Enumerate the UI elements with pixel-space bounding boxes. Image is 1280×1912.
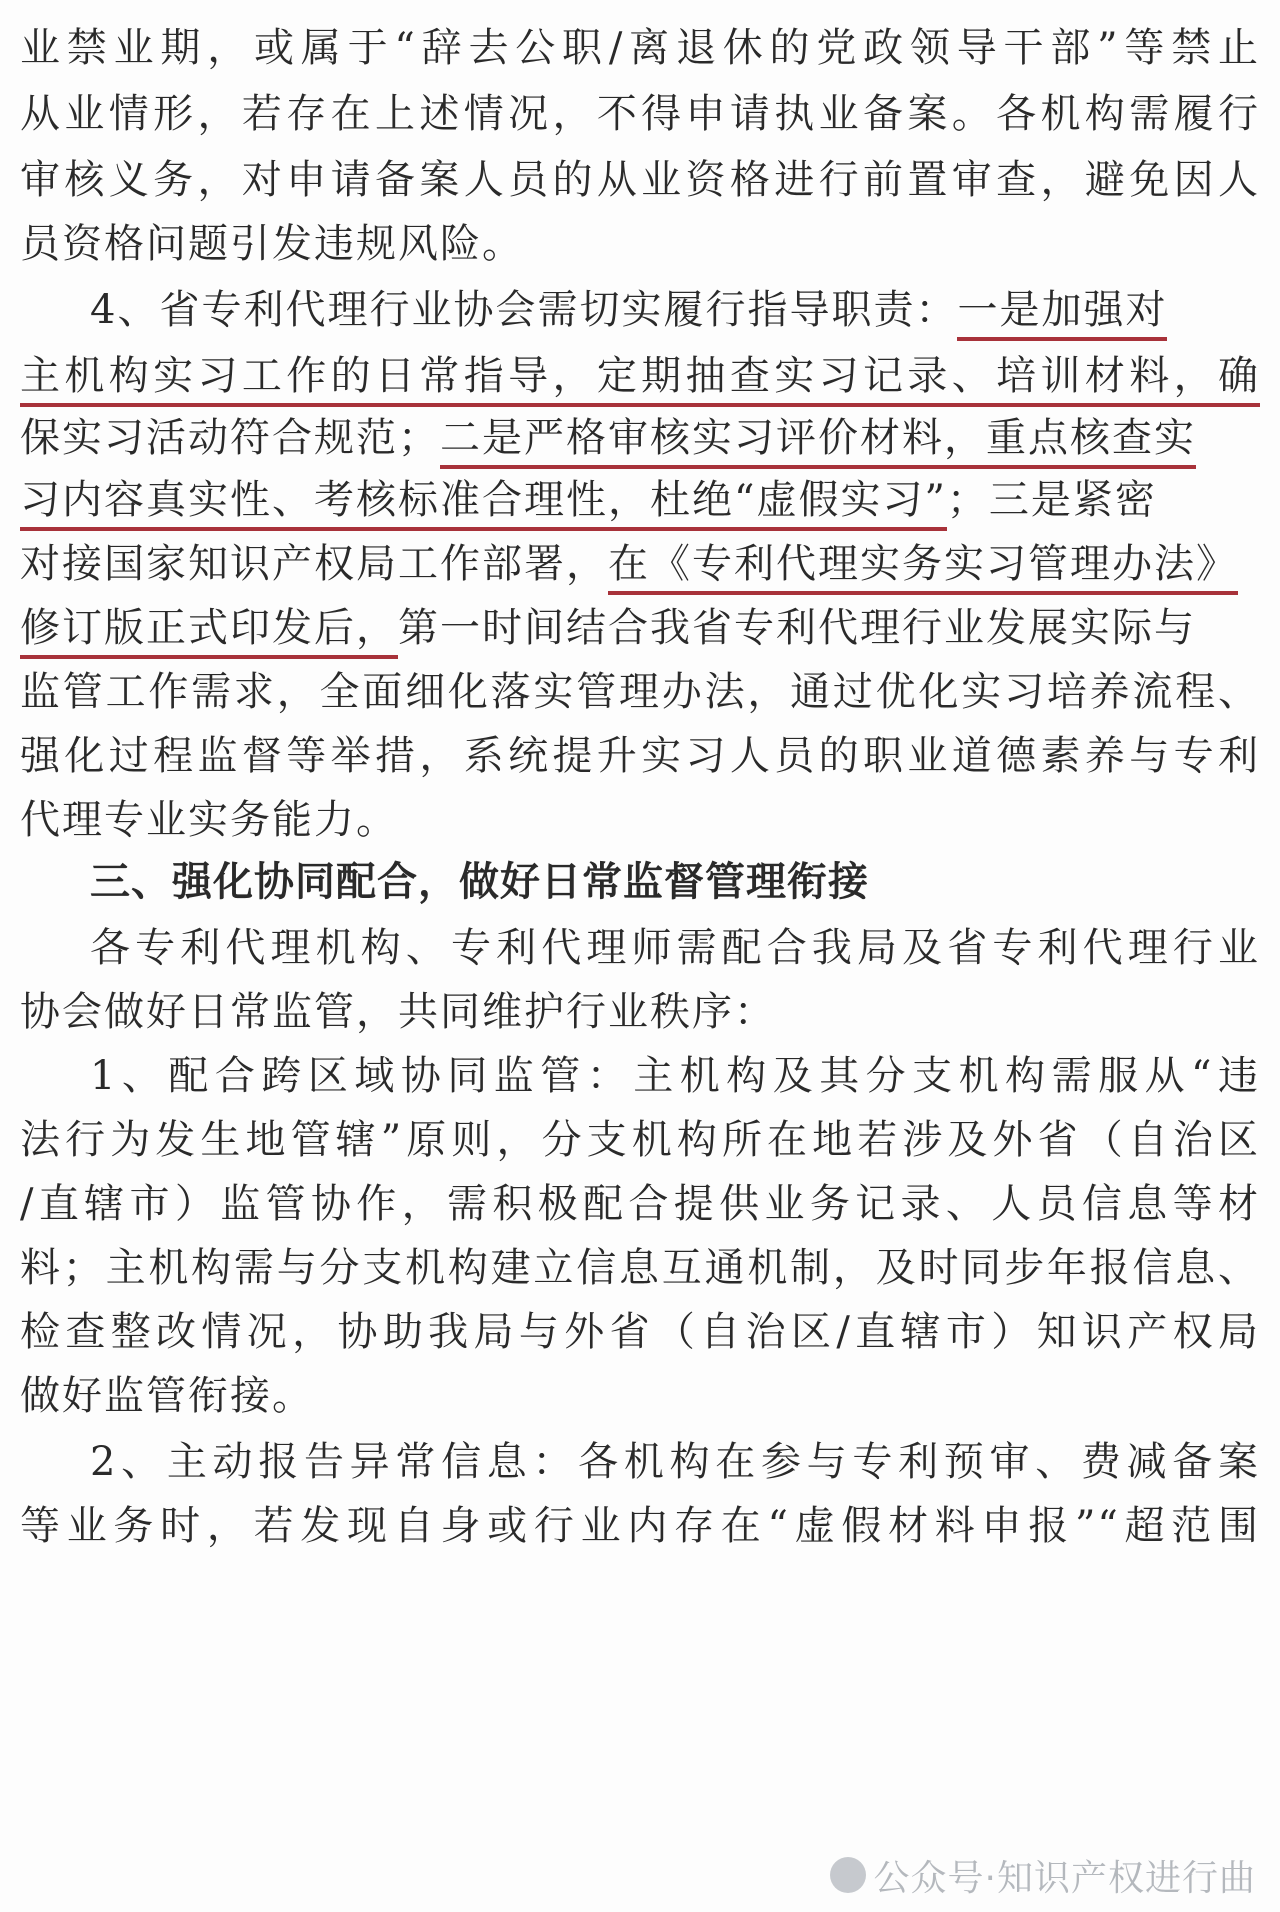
paragraph-4-line-2 (20, 346, 1260, 406)
paragraph-4-line-9: 代理专业实务能力。 (20, 797, 398, 843)
text-line: 从业情形，若存在上述情况，不得申请执业备案。各机构需履行 (20, 91, 1260, 137)
plain-text: 第一时间结合我省专利代理行业发展实际与 (398, 605, 1196, 651)
underlined-text: 主机构实习工作的日常指导，定期抽查实习记录、培训材料，确 (20, 353, 1260, 407)
underlined-text: 一是加强对 (957, 287, 1167, 341)
text-line: 检查整改情况，协助我局与外省（自治区/直辖市）知识产权局 (20, 1309, 1260, 1355)
plain-text: ；三是紧密 (946, 477, 1157, 523)
text-line: 协会做好日常监管，共同维护行业秩序： (20, 989, 776, 1035)
paragraph-4-line-6 (20, 598, 1260, 658)
plain-text: 对接国家知识产权局工作部署， (20, 541, 608, 587)
text-line: 等业务时，若发现自身或行业内存在“虚假材料申报”“超范围 (20, 1503, 1260, 1549)
section-heading: 三、强化协同配合，做好日常监督管理衔接 (90, 859, 869, 905)
text-line: 1、配合跨区域协同监管：主机构及其分支机构需服从“违 (90, 1053, 1260, 1099)
paragraph-4-line-5 (20, 534, 1260, 594)
text-line: 料；主机构需与分支机构建立信息互通机制，及时同步年报信息、 (20, 1245, 1260, 1291)
paragraph-4-line-1 (90, 280, 1260, 340)
paragraph-4-line-3 (20, 408, 1260, 468)
paragraph-4-line-4 (20, 470, 1260, 530)
text-line: 业禁业期，或属于“辞去公职/离退休的党政领导干部”等禁止 (20, 25, 1260, 71)
paragraph-4-line-8: 强化过程监督等举措，系统提升实习人员的职业道德素养与专利 (20, 733, 1260, 779)
underlined-text: 在《专利代理实务实习管理办法》 (608, 541, 1238, 595)
underlined-text: 习内容真实性、考核标准合理性，杜绝“虚假实习” (20, 477, 947, 531)
text-line: /直辖市）监管协作，需积极配合提供业务记录、人员信息等材 (20, 1181, 1260, 1227)
underlined-text: 修订版正式印发后， (20, 605, 398, 659)
plain-text: 保实习活动符合规范； (20, 415, 440, 461)
text-line: 各专利代理机构、专利代理师需配合我局及省专利代理行业 (90, 925, 1260, 971)
paragraph-4-line-7: 监管工作需求，全面细化落实管理办法，通过优化实习培养流程、 (20, 669, 1260, 715)
watermark-text: 公众号·知识产权进行曲 (873, 1857, 1256, 1899)
watermark (830, 1850, 1256, 1900)
text-line: 法行为发生地管辖”原则，分支机构所在地若涉及外省（自治区 (20, 1117, 1260, 1163)
account-icon (830, 1857, 866, 1893)
text-line: 员资格问题引发违规风险。 (20, 221, 524, 267)
paragraph-4-intro: 4、省专利代理行业协会需切实履行指导职责： (90, 287, 958, 333)
text-line: 审核义务，对申请备案人员的从业资格进行前置审查，避免因人 (20, 157, 1260, 203)
text-line: 做好监管衔接。 (20, 1373, 314, 1419)
text-line: 2、主动报告异常信息：各机构在参与专利预审、费减备案 (90, 1439, 1260, 1485)
underlined-text: 二是严格审核实习评价材料，重点核查实 (440, 415, 1196, 469)
